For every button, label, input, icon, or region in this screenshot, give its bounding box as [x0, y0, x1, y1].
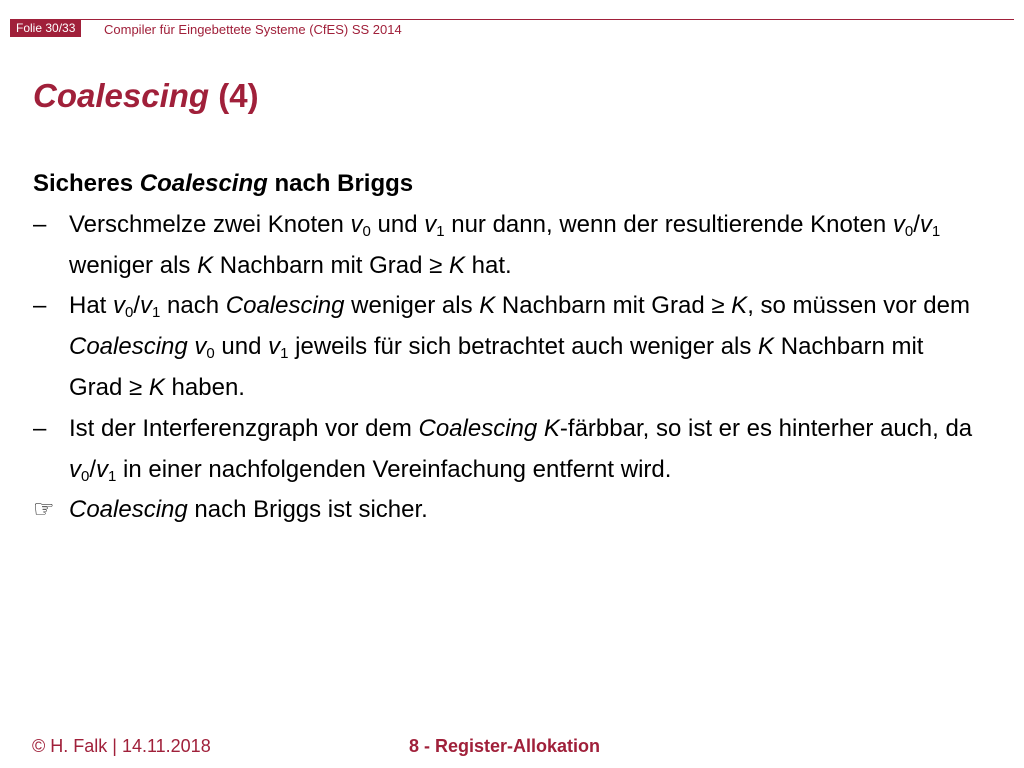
- heading-part: Sicheres: [33, 170, 140, 197]
- bullet-item: – Verschmelze zwei Knoten $v_0$ und $v_1$ nur dann, wenn der resultierende Knoten $v_0/v_1$ weniger als K Nachbarn mit Grad ≥ K hat.: [33, 205, 973, 287]
- dash-marker: –: [33, 414, 47, 442]
- slide-content: [33, 164, 973, 531]
- heading-part: nach Briggs: [267, 170, 414, 197]
- slide-title: [33, 74, 259, 118]
- bullet-item: – Ist der Interferenzgraph vor dem Coalescing K-färbbar, so ist er es hinterher auch, da $v_0/v_1$ in einer nachfolgenden Vereinfachung entfernt wird.: [33, 409, 973, 491]
- bullet-item: – Hat $v_0/v_1$ nach Coalescing weniger als K Nachbarn mit Grad ≥ K, so müssen vor dem Coalescing $v_0$ und $v_1$ jeweils für sich betrachtet auch weniger als K Nachbarn mit Grad ≥ K haben.: [33, 286, 973, 408]
- footer-author-date: © H. Falk | 14.11.2018: [32, 736, 211, 756]
- bullet-item: ☞ Coalescing nach Briggs ist sicher.: [33, 490, 973, 531]
- header-rule: [10, 19, 1014, 20]
- footer-chapter: 8 - Register-Allokation: [409, 736, 601, 756]
- slide-number-badge: Folie 30/33: [10, 20, 81, 37]
- pointing-hand-icon: ☞: [33, 496, 55, 524]
- dash-marker: –: [33, 210, 47, 238]
- dash-marker: –: [33, 292, 47, 320]
- slide-title-italic: Coalescing: [33, 77, 210, 114]
- course-title: Compiler für Eingebettete Systeme (CfES) SS 2014: [104, 22, 402, 37]
- heading-italic: Coalescing: [139, 170, 268, 197]
- slide-title-suffix: (4): [209, 77, 259, 114]
- section-heading: [33, 164, 973, 205]
